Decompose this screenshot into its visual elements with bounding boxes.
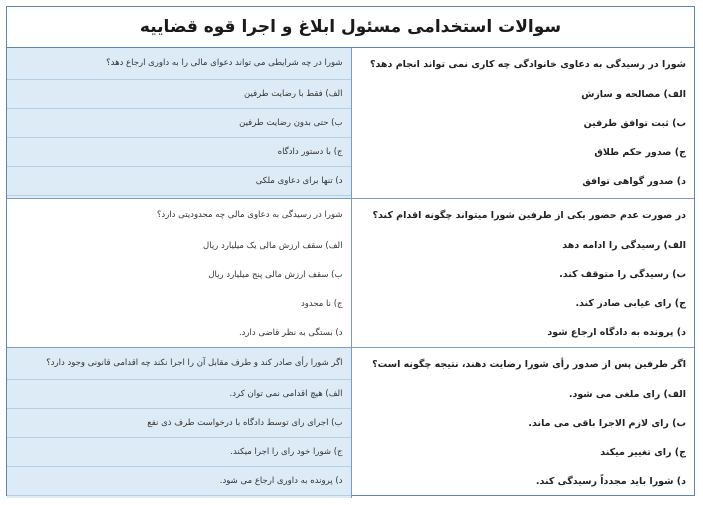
- question-text: اگر شورا رأی صادر کند و طرف مقابل آن را اجرا نکند چه اقدامی قانونی وجود دارد؟: [7, 348, 351, 380]
- option-d: د) تنها برای دعاوی ملکی: [7, 167, 351, 196]
- question-cell-3-left: [7, 348, 351, 498]
- question-block-1: [7, 48, 694, 199]
- option-d: د) پرونده به داوری ارجاع می شود.: [7, 467, 351, 496]
- question-cell-3-right: [351, 348, 695, 498]
- question-text: شورا در رسیدگی به دعاوی مالی چه محدودیتی دارد؟: [156, 209, 343, 220]
- question-text: شورا در رسیدگی به دعاوی خانوادگی چه کاری نمی تواند انجام دهد؟: [369, 58, 686, 70]
- question-cell-2-left: [7, 199, 351, 347]
- question-cell-1-right: [351, 48, 695, 198]
- option-a: الف) هیچ اقدامی نمی توان کرد.: [7, 380, 351, 409]
- option-b: ب) ثبت توافق طرفین: [583, 118, 686, 129]
- option-a: الف) رای ملغی می شود.: [568, 389, 686, 400]
- question-cell-1-left: [7, 48, 351, 198]
- option-b: ب) رسیدگی را متوقف کند.: [559, 269, 686, 280]
- option-a: الف) رسیدگی را ادامه دهد: [562, 240, 686, 251]
- option-b: ب) اجرای رای توسط دادگاه با درخواست طرف ذی نفع: [7, 409, 351, 438]
- question-text: شورا در چه شرایطی می تواند دعوای مالی را به داوری ارجاع دهد؟: [7, 48, 351, 80]
- option-d: د) پرونده به دادگاه ارجاع شود: [547, 327, 686, 338]
- question-block-2: [7, 199, 694, 348]
- option-a: الف) فقط با رضایت طرفین: [7, 80, 351, 109]
- option-d: د) صدور گواهی توافق: [582, 176, 686, 187]
- option-b: ب) حتی بدون رضایت طرفین: [7, 109, 351, 138]
- question-text: در صورت عدم حضور یکی از طرفین شورا میتواند چگونه اقدام کند؟: [372, 209, 686, 221]
- option-c: ج) رای تغییر میکند: [600, 447, 686, 458]
- option-c: ج) رای غیابی صادر کند.: [575, 298, 686, 309]
- option-b: ب) رای لازم الاجرا باقی می ماند.: [528, 418, 686, 429]
- question-sheet: [6, 6, 695, 496]
- option-b: ب) سقف ارزش مالی پنج میلیارد ریال: [208, 269, 343, 280]
- question-block-3: [7, 348, 694, 498]
- option-c: ج) نا محدود: [300, 298, 343, 309]
- option-c: ج) صدور حکم طلاق: [594, 147, 686, 158]
- option-c: ج) با دستور دادگاه: [7, 138, 351, 167]
- option-d: د) بستگی به نظر قاضی دارد.: [238, 327, 343, 338]
- option-d: د) شورا باید مجدداً رسیدگی کند.: [535, 476, 686, 487]
- page-title: سوالات استخدامی مسئول ابلاغ و اجرا قوه قضاییه: [7, 7, 694, 48]
- option-a: الف) مصالحه و سازش: [581, 89, 686, 100]
- question-text: اگر طرفین پس از صدور رأی شورا رضایت دهند، نتیجه چگونه است؟: [372, 358, 686, 370]
- question-cell-2-right: [351, 199, 695, 347]
- option-c: ج) شورا خود رای را اجرا میکند.: [7, 438, 351, 467]
- option-a: الف) سقف ارزش مالی یک میلیارد ریال: [203, 240, 343, 251]
